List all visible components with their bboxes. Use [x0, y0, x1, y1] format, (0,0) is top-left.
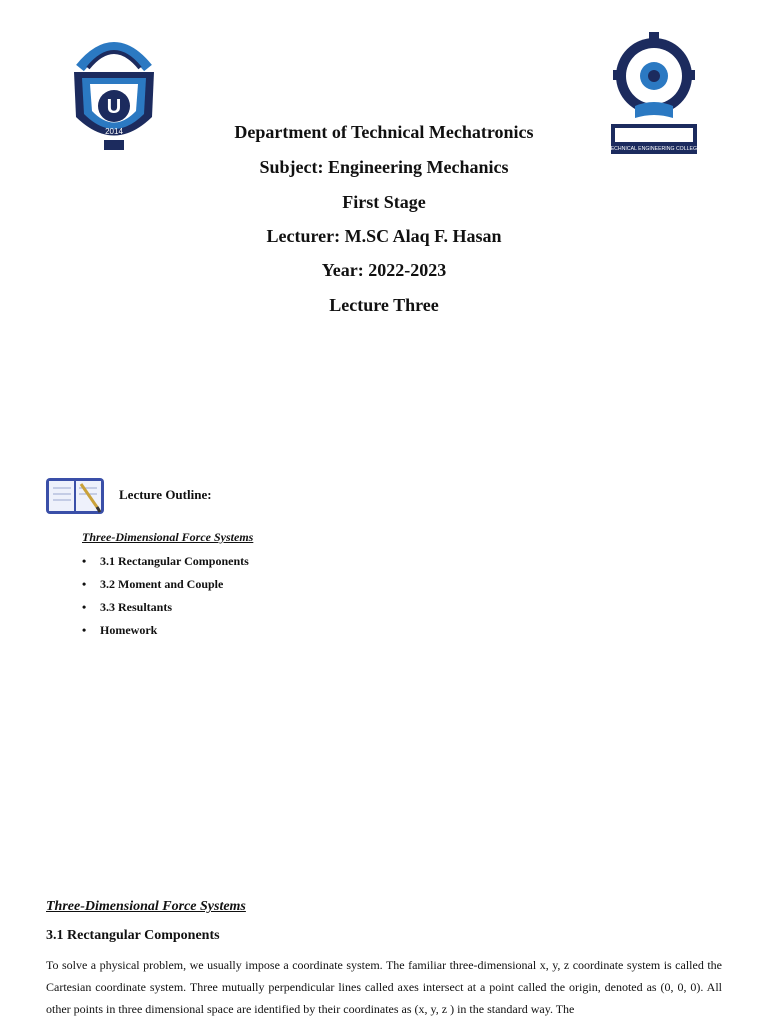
list-item-label: 3.2 Moment and Couple — [100, 577, 224, 591]
logo-year: 2014 — [105, 127, 123, 136]
logo-college-name: TECHNICAL ENGINEERING COLLEGE — [607, 146, 701, 152]
body-paragraph: To solve a physical problem, we usually impose a coordinate system. The familiar three-dimensional x, y, z coordinate system is called the Cartesian coordinate system. Three mutually perpendicular lines called axes intersect at a point called the origin, denoted as (0, 0, 0). All other points in three dimensional space are identified by their coordinates as (x, y, z ) in the standard way. The — [46, 958, 722, 1016]
list-item-label: 3.1 Rectangular Components — [100, 554, 249, 568]
list-item — [82, 621, 249, 644]
department-title: Department of Technical Mechatronics — [234, 122, 534, 142]
lecture-title: Lecture Three — [329, 295, 439, 315]
lecturer-title: Lecturer: M.SC Alaq F. Hasan — [266, 226, 502, 246]
logo-letters: U — [106, 96, 122, 118]
subject-title: Subject: Engineering Mechanics — [259, 157, 509, 177]
list-item-label: 3.3 Resultants — [100, 600, 173, 614]
year-title: Year: 2022-2023 — [321, 260, 447, 280]
bullet-icon: • — [82, 623, 87, 637]
bullet-icon: • — [82, 600, 87, 614]
list-item-label: Homework — [100, 623, 158, 637]
outline-subtitle: Three-Dimensional Force Systems — [82, 530, 254, 544]
list-item — [82, 598, 249, 621]
bullet-icon: • — [82, 577, 87, 591]
stage-title: First Stage — [342, 192, 426, 212]
subsection-title: 3.1 Rectangular Components — [46, 928, 220, 943]
section-title: Three-Dimensional Force Systems — [46, 899, 246, 914]
outline-list — [82, 552, 249, 644]
list-item — [82, 552, 249, 575]
bullet-icon: • — [82, 554, 87, 568]
list-item — [82, 575, 249, 598]
outline-title: Lecture Outline: — [119, 487, 212, 502]
notebook-icon — [45, 476, 105, 516]
